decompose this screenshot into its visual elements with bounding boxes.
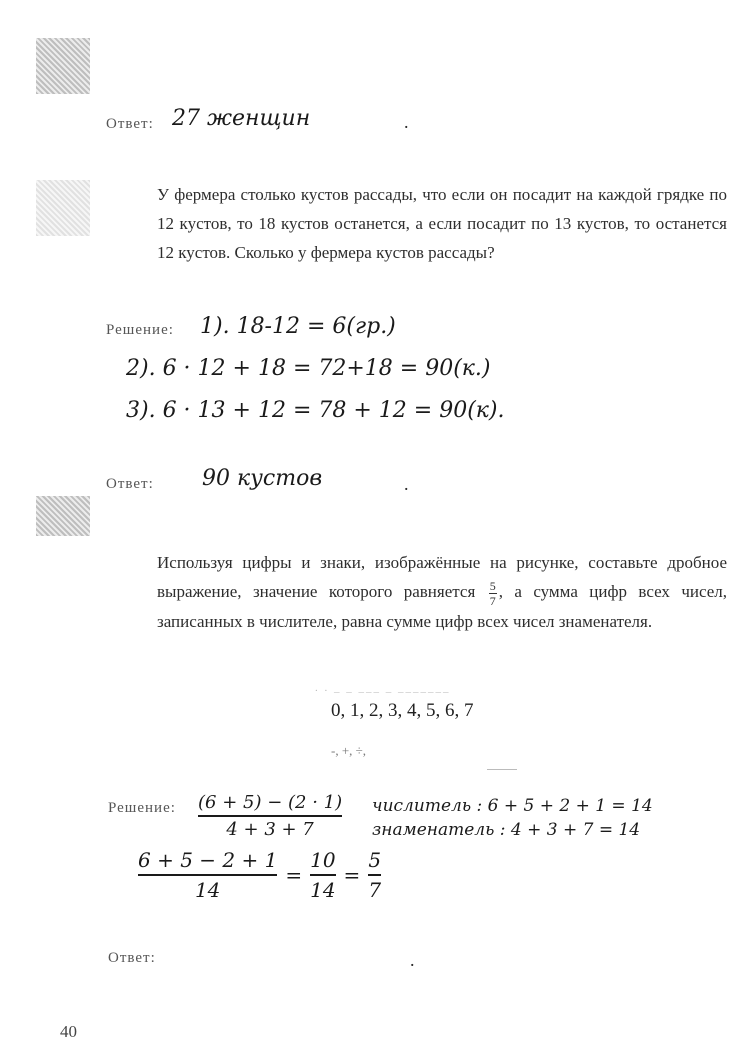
line2-den: 14 — [194, 878, 221, 902]
equals-sign-2: = — [343, 863, 361, 887]
solution-line-1: 1). 18-12 = 6(гр.) — [200, 314, 396, 339]
result-bar — [368, 874, 381, 876]
answer-2-dot: . — [404, 474, 409, 494]
solution-label-2: Решение: — [108, 800, 176, 816]
denominator-note: знаменатель : 4 + 3 + 7 = 14 — [372, 820, 641, 840]
solution-line-3: 3). 6 · 13 + 12 = 78 + 12 = 90(к). — [126, 398, 505, 423]
mid-den: 14 — [310, 878, 336, 902]
solution-fraction-1-bar — [198, 815, 342, 817]
answer-3-dot: . — [410, 950, 415, 970]
solution-line-fractions — [138, 848, 381, 902]
answer-label-1: Ответ: — [106, 116, 154, 132]
fraction-numerator: 5 — [489, 578, 496, 593]
task-24-text-before: Используя цифры и знаки, изображённые на рисунке, составьте дробное выражение, значение которого равняется — [157, 553, 727, 601]
equals-sign-1: = — [285, 863, 303, 887]
result-den: 7 — [368, 878, 382, 902]
faded-line — [487, 769, 517, 770]
answer-2-handwritten: 90 кустов — [202, 466, 323, 491]
line2-num: 6 + 5 − 2 + 1 — [138, 848, 278, 872]
task-23-text: У фермера столько кустов рассады, что если он посадит на каждой грядке по 12 кустов, то 18 кустов останется, а если посадит по 13 кустов, то останется 12 кустов. Сколько у фермера кустов рассады? — [157, 185, 727, 262]
task-number-23-badge — [36, 180, 90, 236]
signs-row: -, +, ÷, — [331, 743, 367, 758]
solution-fraction-1-num: (6 + 5) − (2 · 1) — [198, 792, 343, 813]
solution-fraction-1 — [198, 792, 342, 840]
mid-num: 10 — [310, 848, 336, 872]
task-number-24-badge — [36, 496, 90, 536]
mid-bar — [310, 874, 335, 876]
faded-ruler-marks: . . _ _ ___ _ _______ — [315, 682, 451, 694]
task-24-text-after: , а сумма цифр всех чисел, записанных в числителе, равна сумме цифр всех чисел знаменателя. — [157, 582, 728, 631]
fraction-denominator: 7 — [489, 593, 496, 608]
answer-label-3: Ответ: — [108, 950, 156, 966]
task-number-22-badge — [36, 38, 90, 94]
fraction-5-7 — [489, 580, 497, 607]
digits-row: 0, 1, 2, 3, 4, 5, 6, 7 — [331, 700, 474, 721]
line2-bar — [138, 874, 277, 876]
solution-line-2: 2). 6 · 12 + 18 = 72+18 = 90(к.) — [126, 356, 491, 381]
answer-label-2: Ответ: — [106, 476, 154, 492]
answer-1-dot: . — [404, 112, 409, 132]
result-num: 5 — [368, 848, 382, 872]
numerator-note: числитель : 6 + 5 + 2 + 1 = 14 — [372, 796, 653, 816]
answer-1-handwritten: 27 женщин — [172, 106, 311, 131]
solution-fraction-1-den: 4 + 3 + 7 — [226, 819, 314, 840]
solution-label-1: Решение: — [106, 322, 174, 338]
task-24-text — [157, 548, 727, 636]
page-number: 40 — [60, 1022, 77, 1041]
